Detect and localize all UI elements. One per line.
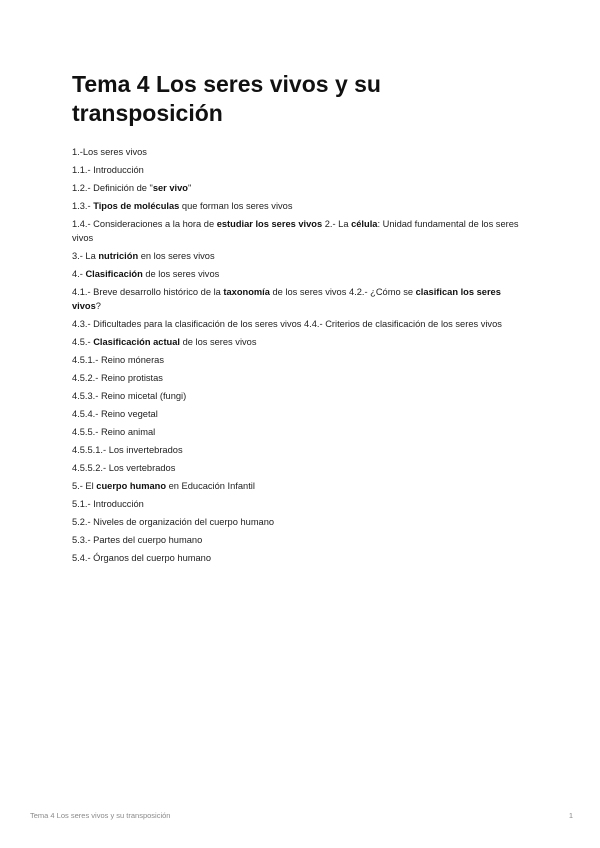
toc-item-text: de los seres vivos 4.2.- ¿Cómo se [269,287,416,297]
toc-item-bold-text: Tipos de moléculas [93,201,180,211]
toc-item-bold-text: célula [351,219,378,229]
toc-item-bold-text: nutrición [98,251,139,261]
toc-item [72,181,532,195]
toc-item-text: 4.5.5.1.- Los invertebrados [72,445,183,455]
toc-item-text: 5.- El [72,481,97,491]
toc-item-text: 1.3.- [72,201,94,211]
toc-item-text: de los seres vivos [180,337,257,347]
toc-item-text: " [187,183,192,193]
toc-item [72,389,532,403]
toc-item-bold-text: estudiar los seres vivos [216,219,323,229]
toc-item-text: 1.1.- Introducción [72,165,144,175]
toc-item [72,145,532,159]
toc-item-text: 4.3.- Dificultades para la clasificación de los seres vivos 4.4.- Criterios de clasificación de los seres vivos [72,319,502,329]
table-of-contents [72,145,532,569]
toc-item [72,461,532,475]
toc-item-text: 5.1.- Introducción [72,499,144,509]
toc-item-bold-text: Clasificación actual [93,337,180,347]
toc-item [72,267,532,281]
toc-item [72,425,532,439]
toc-item-text: 4.5.5.2.- Los vertebrados [72,463,176,473]
toc-item [72,515,532,529]
toc-item [72,317,532,331]
toc-item-bold-text: taxonomía [223,287,270,297]
toc-item-text: 5.2.- Niveles de organización del cuerpo humano [72,517,275,527]
toc-item [72,497,532,511]
toc-item-text: 1.2.- Definición de " [72,183,153,193]
toc-item-text: 4.5.3.- Reino micetal (fungi) [72,391,187,401]
toc-item [72,285,532,313]
toc-item-bold-text: ser vivo [152,183,188,193]
toc-item-text: 4.5.1.- Reino móneras [72,355,164,365]
toc-item [72,443,532,457]
toc-item [72,479,532,493]
toc-item [72,533,532,547]
toc-item [72,407,532,421]
toc-item-bold-text: cuerpo humano [96,481,167,491]
toc-item [72,335,532,349]
toc-item-text: 4.5.4.- Reino vegetal [72,409,158,419]
toc-item-text: ? [95,301,101,311]
toc-item-text: en Educación Infantil [166,481,255,491]
toc-item-text: 1.4.- Consideraciones a la hora de [72,219,217,229]
page-number: 1 [568,811,573,820]
toc-item [72,371,532,385]
toc-item-text: que forman los seres vivos [179,201,293,211]
toc-item-text: de los seres vivos [142,269,220,279]
toc-item-bold-text: Clasificación [85,269,143,279]
toc-item-text: 5.4.- Órganos del cuerpo humano [72,553,212,563]
toc-item [72,199,532,213]
toc-item-text: 3.- La [72,251,99,261]
toc-item [72,353,532,367]
toc-item [72,163,532,177]
toc-item-text: 5.3.- Partes del cuerpo humano [72,535,203,545]
toc-item-text: 2.- La [322,219,352,229]
toc-item-text: 4.1.- Breve desarrollo histórico de la [72,287,224,297]
toc-item-bold-text: clasifican los seres vivos [72,287,501,311]
toc-item [72,249,532,263]
toc-item [72,551,532,565]
toc-item-text: 4.5.- [72,337,94,347]
page-title: Tema 4 Los seres vivos y su transposición [72,71,381,126]
footer-title: Tema 4 Los seres vivos y su transposición [30,811,171,820]
toc-item-text: 1.-Los seres vivos [72,147,147,157]
toc-item-text: 4.5.5.- Reino animal [72,427,156,437]
toc-item-text: : Unidad fundamental de los seres vivos [72,219,519,243]
toc-item-text: 4.- [72,269,86,279]
toc-item-text: en los seres vivos [138,251,215,261]
toc-item [72,217,532,245]
toc-item-text: 4.5.2.- Reino protistas [72,373,163,383]
